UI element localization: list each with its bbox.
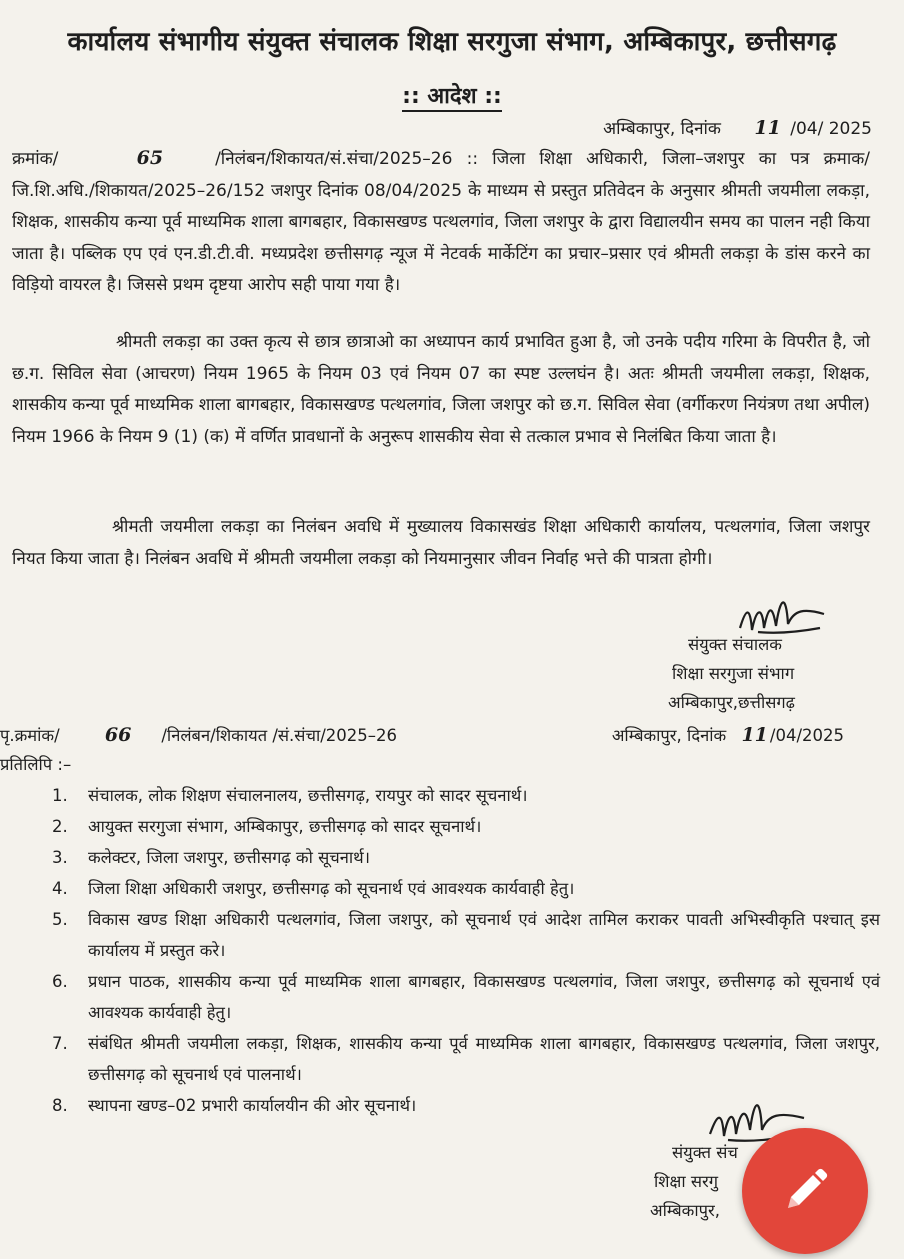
list-item: 4. जिला शिक्षा अधिकारी जशपुर, छत्तीसगढ़ को सूचनार्थ एवं आवश्यक कार्यवाही हेतु। <box>52 879 575 898</box>
list-item: 5. विकास खण्ड शिक्षा अधिकारी पत्थलगांव, जिला जशपुर, को सूचनार्थ एवं आदेश तामिल कराकर पावती अभिस्वीकृति पश्चात् इस कार्यालय में प्रस्तुत करे। <box>52 910 880 960</box>
copy-to-label: प्रतिलिपि :– <box>0 755 72 774</box>
list-item: 6. प्रधान पाठक, शासकीय कन्या पूर्व माध्यमिक शाला बागबहार, विकासखण्ड पत्थलगांव, जिला जशपुर, छत्तीसगढ़ को सूचनार्थ एवं आवश्यक कार्यवाही हेतु। <box>52 972 880 1022</box>
list-item: 7. संबंधित श्रीमती जयमीला लकड़ा, शिक्षक, शासकीय कन्या पूर्व माध्यमिक शाला बागबहार, विकासखण्ड पत्थलगांव, जिला जशपुर, छत्तीसगढ़ को सूचनार्थ एवं पालनार्थ। <box>52 1034 880 1084</box>
handwritten-day: 11 <box>754 117 781 139</box>
office-title: कार्यालय संभागीय संयुक्त संचालक शिक्षा सरगुजा संभाग, अम्बिकापुर, छत्तीसगढ़ <box>67 27 837 57</box>
order-place-date: अम्बिकापुर, दिनांक 11 /04/ 2025 <box>603 117 872 139</box>
order-paragraph-1: क्रमांक/ 65 /निलंबन/शिकायत/सं.संचा/2025–26 :: जिला शिक्षा अधिकारी, जिला–जशपुर का पत्र क्रमाक/जि.शि.अधि./शिकायत/2025–26/152 जशपुर दिनांक 08/04/2025 के माध्यम से प्रस्तुत प्रतिवेदन के अनुसार श्रीमती जयमीला लकड़ा, शिक्षक, शासकीय कन्या पूर्व माध्यमिक शाला बागबहार, विकासखण्ड पत्थलगांव, जिला जशपुर के द्वारा विद्यालयीन समय का पालन नही किया जाता है। पब्लिक एप एवं एन.डी.टी.वी. मध्यप्रदेश छत्तीसगढ़ न्यूज में नेटवर्क मार्केटिंग का प्रचार–प्रसार एवं श्रीमती लकड़ा के डांस करने का विड़ियो वायरल है। जिससे प्रथम दृष्टया आरोप सही पाया गया है। <box>12 147 870 295</box>
list-item: 1. संचालक, लोक शिक्षण संचालनालय, छत्तीसगढ़, रायपुर को सादर सूचनार्थ। <box>52 786 528 805</box>
order-paragraph-2: श्रीमती लकड़ा का उक्त कृत्य से छात्र छात्राओ का अध्यापन कार्य प्रभावित हुआ है, जो उनके पदीय गरिमा के विपरीत है, जो छ.ग. सिविल सेवा (आचरण) नियम 1965 के नियम 03 एवं नियम 07 का स्पष्ट उल्लघंन है। अतः श्रीमती जयमीला लकड़ा, शिक्षक, शासकीय कन्या पूर्व माध्यमिक शाला बागबहार, विकासखण्ड पत्थलगांव, जिला जशपुर को छ.ग. सिविल सेवा (वर्गीकरण नियंत्रण तथा अपील) नियम 1966 के नियम 9 (1) (क) में वर्णित प्रावधानों के अनुरूप शासकीय सेवा से तत्काल प्रभाव से निलंबित किया जाता है। <box>12 332 870 447</box>
list-item: 2. आयुक्त सरगुजा संभाग, अम्बिकापुर, छत्तीसगढ़ को सादर सूचनार्थ। <box>52 817 482 836</box>
copy-recipient-list <box>0 780 880 1121</box>
list-item: 3. कलेक्टर, जिला जशपुर, छत्तीसगढ़ को सूचनार्थ। <box>52 848 370 867</box>
signature-block-2: संयुक्त संच शिक्षा सरगु अम्बिकापुर, <box>650 1143 738 1220</box>
signature-block-1: संयुक्त संचालक शिक्षा सरगुजा संभाग अम्बिकापुर,छत्तीसगढ़ <box>668 635 795 712</box>
order-paragraph-3: श्रीमती जयमीला लकड़ा का निलंबन अवधि में मुख्यालय विकासखंड शिक्षा अधिकारी कार्यालय, पत्थलगांव, जिला जशपुर नियत किया जाता है। निलंबन अवधि में श्रीमती जयमीला लकड़ा को नियमानुसार जीवन निर्वाह भत्ते की पात्रता होगी। <box>12 517 870 569</box>
pencil-edit-icon <box>780 1166 830 1216</box>
edit-fab-button[interactable] <box>742 1128 868 1254</box>
endorsement-reference: पृ.क्रमांक/ 66 /निलंबन/शिकायत /सं.संचा/2025–26 अम्बिकापुर, दिनांक 11 /04/2025 <box>0 724 844 746</box>
order-heading: :: आदेश :: <box>0 80 904 110</box>
list-item: 8. स्थापना खण्ड–02 प्रभारी कार्यालयीन की ओर सूचनार्थ। <box>52 1096 417 1115</box>
handwritten-order-number: 65 <box>136 147 164 169</box>
handwritten-endorsement-number: 66 <box>104 724 132 746</box>
handwritten-day-2: 11 <box>741 724 768 746</box>
